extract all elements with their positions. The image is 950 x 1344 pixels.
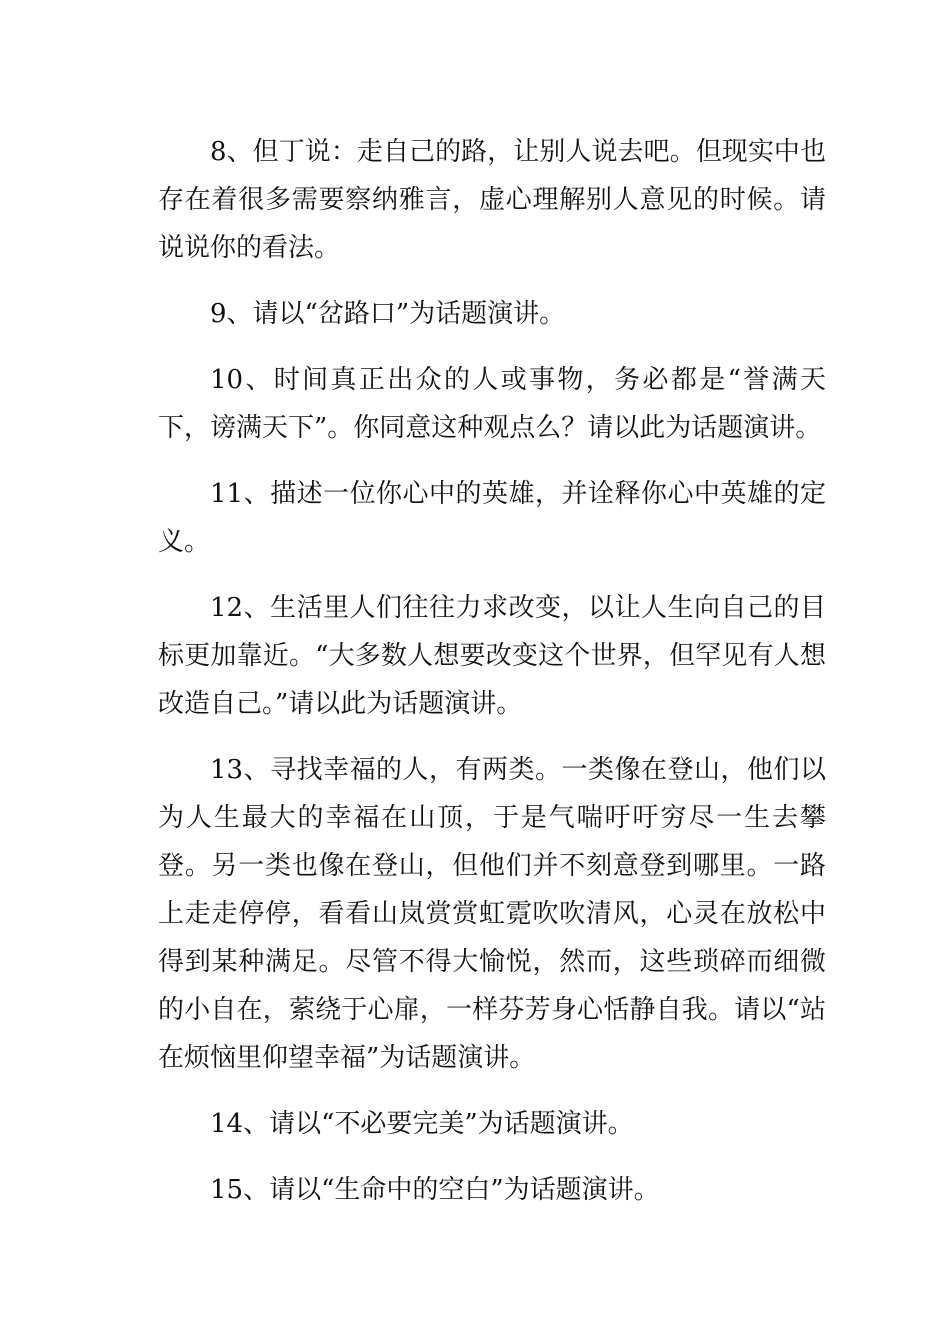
paragraph-item-10: 10、时间真正出众的人或事物，务必都是“誉满天下，谤满天下”。你同意这种观点么？请以此为话题演讲。 xyxy=(158,365,826,443)
paragraph-item-11: 11、描述一位你心中的英雄，并诠释你心中英雄的定义。 xyxy=(158,479,826,557)
document-body xyxy=(158,128,826,1232)
paragraph-item-15: 15、请以“生命中的空白”为话题演讲。 xyxy=(210,1175,660,1205)
paragraph-item-9: 9、请以“岔路口”为话题演讲。 xyxy=(210,299,566,329)
paragraph-item-12: 12、生活里人们往往力求改变，以让人生向自己的目标更加靠近。“大多数人想要改变这个世界，但罕见有人想改造自己。”请以此为话题演讲。 xyxy=(158,593,826,719)
paragraph-item-13: 13、寻找幸福的人，有两类。一类像在登山，他们以为人生最大的幸福在山顶，于是气喘吁吁穷尽一生去攀登。另一类也像在登山，但他们并不刻意登到哪里。一路上走走停停，看看山岚赏赏虹霓吹吹清风，心灵在放松中得到某种满足。尽管不得大愉悦，然而，这些琐碎而细微的小自在，萦绕于心扉，一样芬芳身心恬静自我。请以“站在烦恼里仰望幸福”为话题演讲。 xyxy=(158,755,826,1073)
paragraph-item-14: 14、请以“不必要完美”为话题演讲。 xyxy=(210,1109,634,1139)
paragraph-item-8: 8、但丁说：走自己的路，让别人说去吧。但现实中也存在着很多需要察纳雅言，虚心理解别人意见的时候。请说说你的看法。 xyxy=(158,137,826,263)
